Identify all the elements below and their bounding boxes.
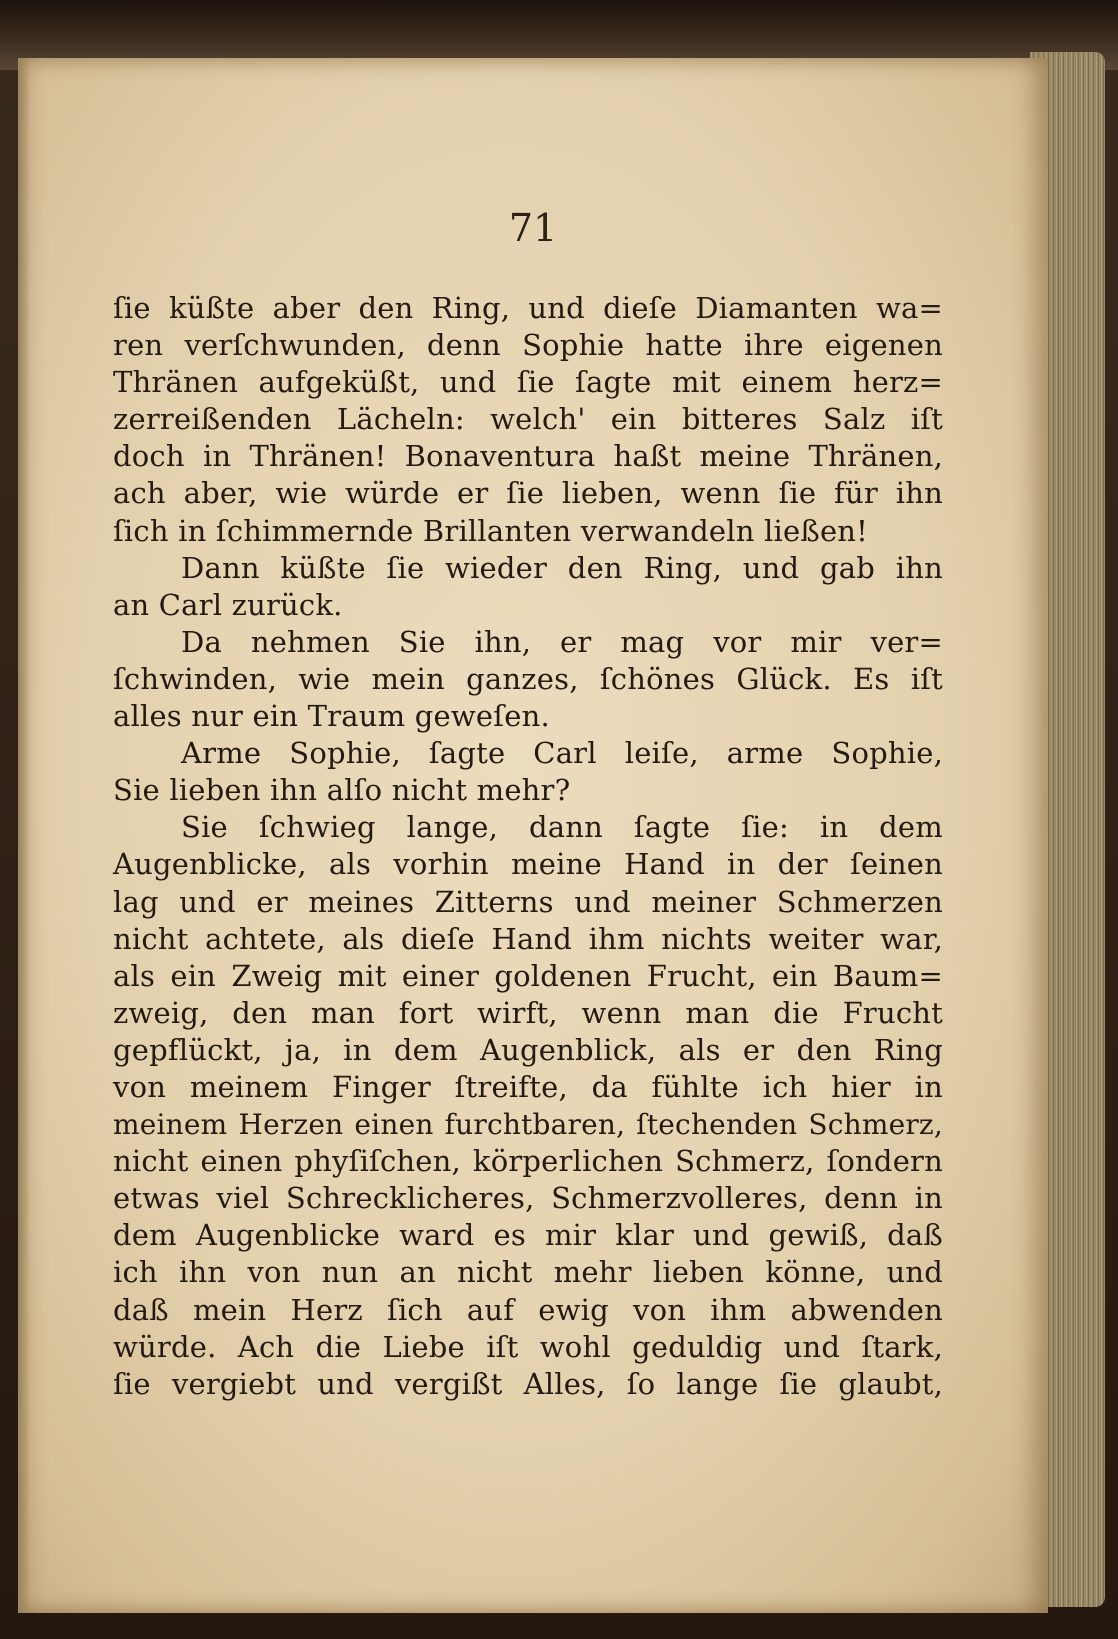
text-line: nicht einen phyſiſchen, körperlichen Schmerz, ſondern — [113, 1144, 943, 1179]
text-line: Sie ſchwieg lange, dann ſagte ſie: in dem — [181, 810, 943, 845]
text-line: daß mein Herz ſich auf ewig von ihm abwenden — [113, 1292, 943, 1327]
text-line: Arme Sophie, ſagte Carl leiſe, arme Sophie, — [181, 736, 943, 771]
text-line: ſich in ſchimmernde Brillanten verwandeln ließen! — [113, 513, 869, 548]
text-line: alles nur ein Traum geweſen. — [113, 699, 550, 734]
text-line: doch in Thränen! Bonaventura haßt meine Thränen, — [113, 439, 943, 474]
text-line: Da nehmen Sie ihn, er mag vor mir ver= — [181, 624, 943, 659]
text-line: Thränen aufgeküßt, und ſie ſagte mit einem herz= — [113, 365, 943, 400]
text-line: ach aber, wie würde er ſie lieben, wenn ſie für ihn — [113, 476, 943, 511]
text-line: ſchwinden, wie mein ganzes, ſchönes Glück. Es iſt — [113, 661, 943, 696]
text-line: dem Augenblicke ward es mir klar und gewiß, daß — [113, 1218, 943, 1253]
page-text — [113, 290, 943, 1403]
text-line: von meinem Finger ſtreifte, da fühlte ich hier in — [113, 1069, 943, 1104]
page-gutter-shadow — [18, 58, 30, 1613]
text-line: lag und er meines Zitterns und meiner Schmerzen — [113, 884, 943, 919]
text-line: Dann küßte ſie wieder den Ring, und gab ihn — [181, 550, 943, 585]
page-number: 71 — [508, 206, 558, 250]
book-page — [18, 58, 1048, 1613]
text-line: ren verſchwunden, denn Sophie hatte ihre eigenen — [113, 328, 943, 363]
text-line: zweig, den man fort wirft, wenn man die Frucht — [113, 995, 943, 1030]
text-line: Sie lieben ihn alſo nicht mehr? — [113, 773, 571, 808]
text-line: ich ihn von nun an nicht mehr lieben könne, und — [113, 1255, 943, 1290]
text-line: meinem Herzen einen furchtbaren, ſtechenden Schmerz, — [113, 1108, 943, 1142]
text-line: ſie küßte aber den Ring, und dieſe Diamanten wa= — [113, 291, 943, 325]
text-line: gepflückt, ja, in dem Augenblick, als er den Ring — [113, 1032, 943, 1067]
text-line: nicht achtete, als dieſe Hand ihm nichts weiter war, — [113, 921, 943, 956]
text-line: ſie vergiebt und vergißt Alles, ſo lange ſie glaubt, — [113, 1366, 943, 1401]
text-line: zerreißenden Lächeln: welch' ein bitteres Salz iſt — [113, 402, 943, 437]
text-line: als ein Zweig mit einer goldenen Frucht, ein Baum= — [113, 958, 943, 993]
text-line: an Carl zurück. — [113, 587, 343, 622]
text-line: etwas viel Schrecklicheres, Schmerzvolleres, denn in — [113, 1181, 943, 1216]
text-line: Augenblicke, als vorhin meine Hand in der ſeinen — [113, 847, 943, 882]
text-line: würde. Ach die Liebe iſt wohl geduldig und ſtark, — [113, 1329, 943, 1364]
